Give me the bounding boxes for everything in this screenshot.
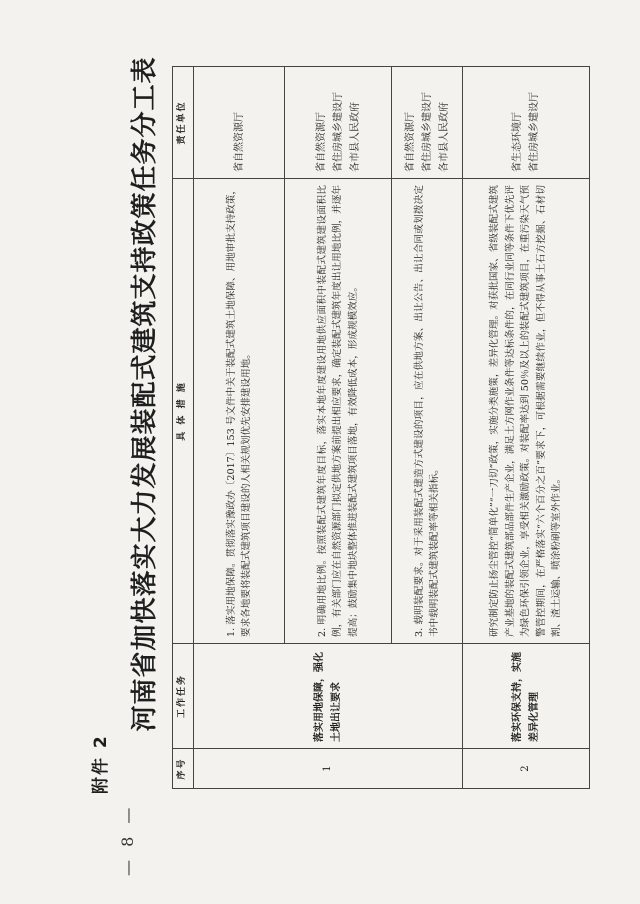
- row-task: 落实用地保障，强化土地出让要求: [194, 644, 463, 749]
- unit-line: 省自然资源厅: [233, 112, 245, 172]
- header-unit: 责任单位: [173, 67, 194, 179]
- header-seq: 序号: [173, 749, 194, 789]
- unit-line: 省住房城乡建设厅: [332, 92, 344, 172]
- header-measures: 具 体 措 施: [173, 179, 194, 644]
- header-task: 工作任务: [173, 644, 194, 749]
- row-seq: 1: [194, 749, 463, 789]
- unit-line: 省住房城乡建设厅: [421, 92, 433, 172]
- row-measure: 2. 明确用地比例。按照装配式建筑年度目标，落实本地年度建设用地供应面积中装配式建筑建设面积比例，有关部门应在自然资源部门拟定供地方案前提出相应要求，确定装配式建筑年度出让用地比例，并逐年提高；鼓励集中地块整体推进装配式建筑项目落地，有效降低成本，形成规模效应。: [285, 179, 392, 644]
- row-task: 落实环保支持，实施差异化管理: [463, 644, 590, 749]
- row-measure: 3. 载明装配要求。对于采用装配式建造方式建设的项目，应在供地方案、出让公告、出让合同或划拨决定书中载明装配式建筑装配率等相关指标。: [392, 179, 463, 644]
- row-unit: [285, 67, 392, 179]
- unit-line: 省生态环境厅: [512, 112, 523, 172]
- table-row: [463, 67, 590, 789]
- row-measure: 研究制定防止扬尘管控“简单化”“一刀切”政策，实施分类施策，差异化管理。对获批国家、省级装配式建筑产业基地的装配式建筑部品部件生产企业，满足土方网作业条件等达标条件的，在同行业同等条件下优先评为绿色环保引领企业，享受相关激励政策。对装配率达到 50％及以上的装配式建筑项目，在重污染天气预警管控期间，在严格落实“六个百分之百”要求下，可根据需要继续作业，但不得从事土石方挖掘、石材切割、渣土运输、喷涂粉刷等室外作业。: [463, 179, 590, 644]
- unit-line: 省住房城乡建设厅: [529, 92, 540, 172]
- task-table: [172, 66, 590, 789]
- row-unit: [392, 67, 463, 179]
- annex-label: 附件 2: [91, 734, 111, 794]
- unit-line: 各市县人民政府: [438, 102, 450, 172]
- table-header-row: [173, 67, 194, 789]
- table-row: [194, 67, 285, 789]
- row-unit: [194, 67, 285, 179]
- unit-line: 各市县人民政府: [349, 102, 361, 172]
- row-unit: [463, 67, 590, 179]
- row-measure: 1. 落实用地保障。贯彻落实豫政办〔2017〕153 号文件中关于装配式建筑土地保障、用地审批支持政策，要求各地要将装配式建筑项目建设的人相关规划优先安排建设用地。: [194, 179, 285, 644]
- unit-line: 省自然资源厅: [404, 112, 416, 172]
- document-title: 河南省加快落实大力发展装配式建筑支持政策任务分工表: [130, 56, 160, 732]
- page-number: — 8 —: [118, 803, 137, 876]
- row-seq: 2: [463, 749, 590, 789]
- unit-line: 省自然资源厅: [315, 112, 327, 172]
